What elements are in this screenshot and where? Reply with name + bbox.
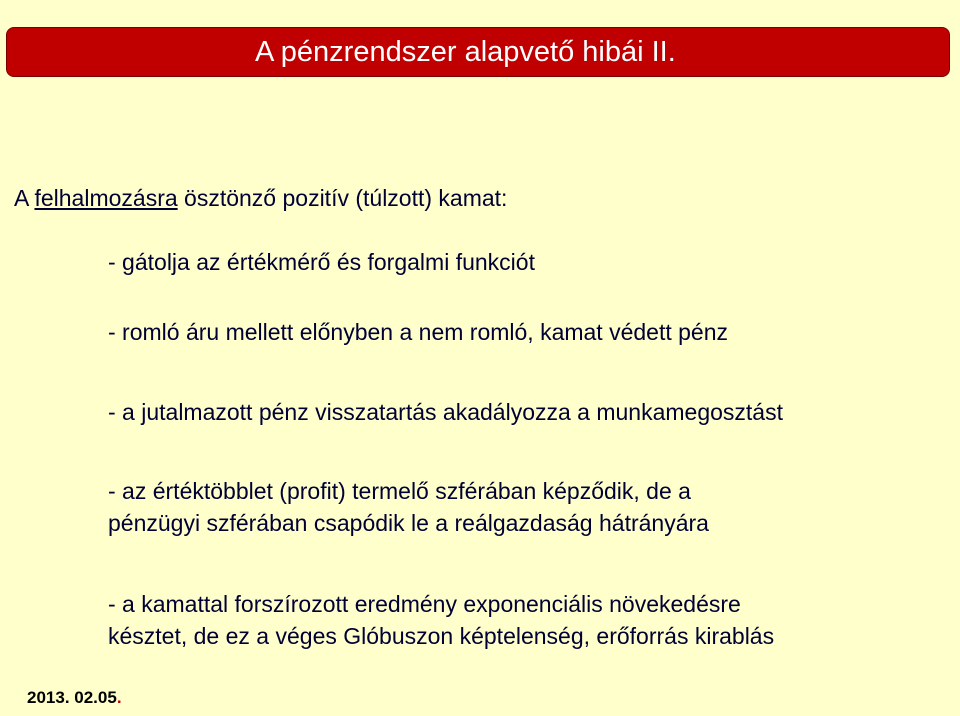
bullet-item: [108, 396, 783, 428]
slide-title: A pénzrendszer alapvető hibái II.: [255, 36, 676, 68]
bullet-item: [108, 588, 774, 652]
bullet-item: [108, 475, 709, 539]
footer-date-dot: .: [116, 688, 122, 707]
intro-line: [14, 183, 507, 213]
footer-date-text: 2013. 02.05: [27, 688, 117, 707]
bullet-line: - gátolja az értékmérő és forgalmi funkciót: [108, 249, 535, 275]
bullet-item: [108, 246, 535, 278]
bullet-line: késztet, de ez a véges Glóbuszon képtelenség, erőforrás kirablás: [108, 623, 775, 649]
bullet-item: [108, 316, 728, 348]
bullet-line: pénzügyi szférában csapódik le a reálgazdaság hátrányára: [108, 510, 709, 536]
bullet-line: - a jutalmazott pénz visszatartás akadályozza a munkamegosztást: [108, 399, 783, 425]
intro-prefix: A: [14, 185, 35, 211]
bullet-line: - romló áru mellett előnyben a nem romló, kamat védett pénz: [108, 319, 729, 345]
intro-underlined-word: felhalmozásra: [34, 185, 178, 211]
footer-date: [27, 687, 122, 709]
intro-suffix: ösztönző pozitív (túlzott) kamat:: [177, 185, 508, 211]
bullet-line: - az értéktöbblet (profit) termelő szférában képződik, de a: [108, 478, 691, 504]
bullet-line: - a kamattal forszírozott eredmény exponenciális növekedésre: [108, 591, 741, 617]
